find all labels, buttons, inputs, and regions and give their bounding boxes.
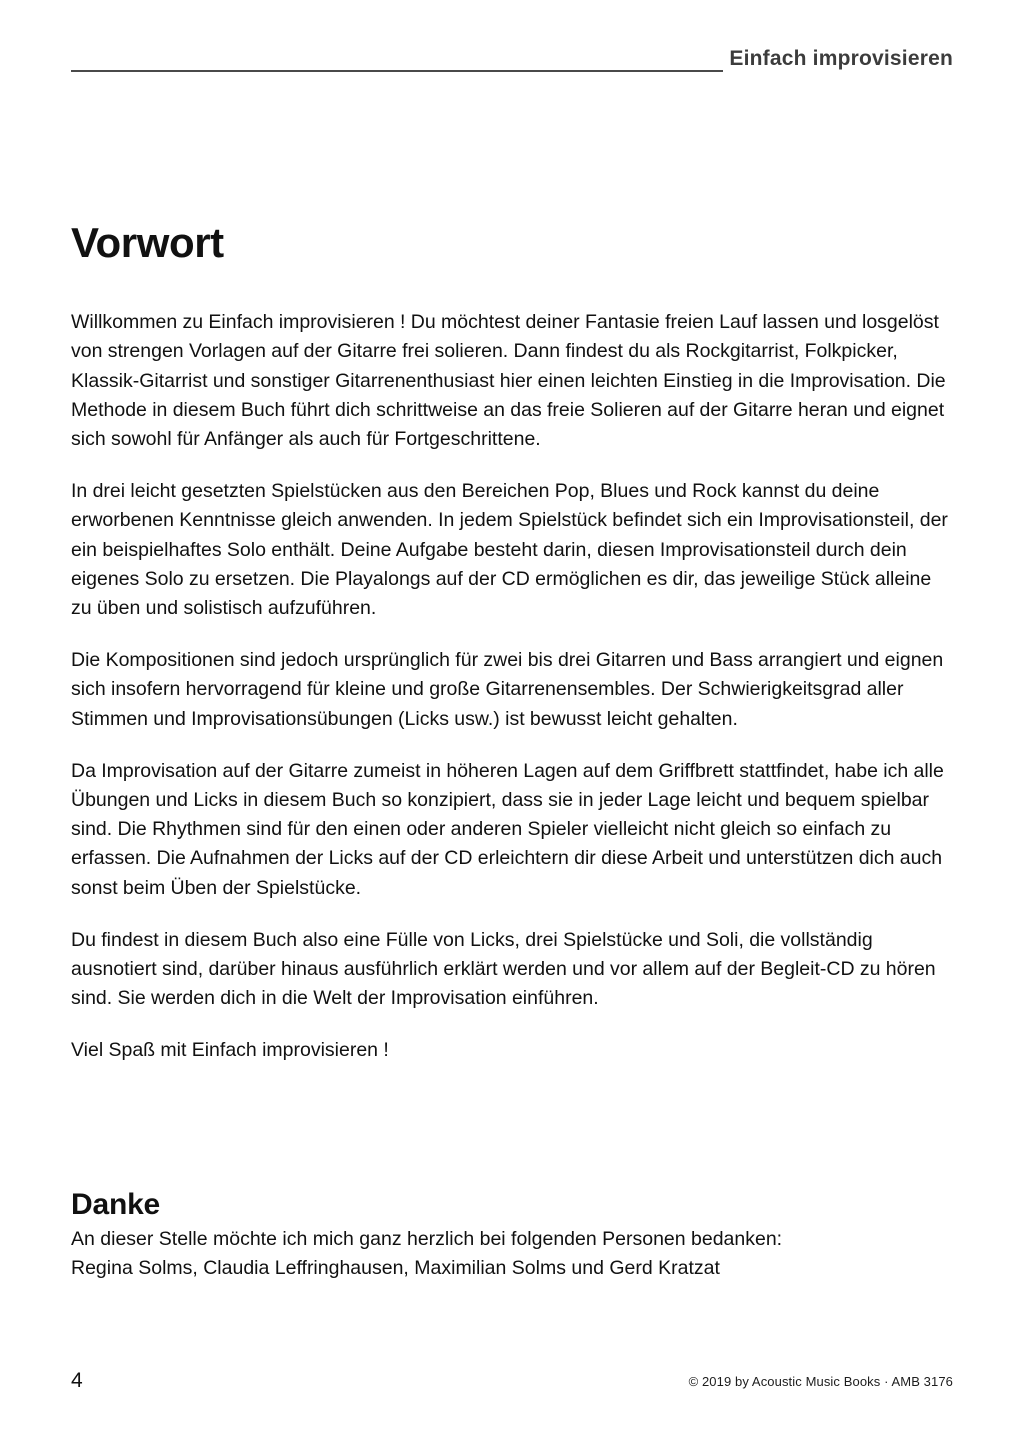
- page-content: [71, 220, 953, 1282]
- paragraph-5: [71, 926, 953, 1014]
- body-run: ! Du möchtest deiner Fantasie freien Lauf lassen und losgelöst von strengen Vorlagen auf der Gitarre frei solieren. Dann findest du als Rockgitarrist, Folkpicker, Klassik-Gitarrist und sonstiger Gitarrenenthusiast hier einen leichten Einstieg in die Improvisation. Die Methode in diesem Buch führt dich schrittweise an das freie Solieren auf der Gitarre heran und eignet sich sowohl für Anfänger als auch für Fortgeschrittene.: [71, 311, 946, 450]
- thanks-section: [71, 1188, 953, 1283]
- body-run: !: [378, 1039, 389, 1062]
- thanks-intro-line: An dieser Stelle möchte ich mich ganz herzlich bei folgenden Personen bedanken:: [71, 1228, 783, 1251]
- section-spacer: [71, 1066, 953, 1188]
- page-header: [71, 38, 953, 72]
- body-run: Du findest in diesem Buch also eine Fülle von Licks, drei Spielstücke und Soli, die vollständig ausnotiert sind, darüber hinaus ausführlich erklärt werden und vor allem auf der Begleit-CD zu hören sind. Sie werden dich in die Welt der Improvisation einführen.: [71, 928, 936, 1010]
- body-run: Viel Spaß mit: [71, 1039, 192, 1062]
- page-title: Vorwort: [71, 219, 224, 266]
- thanks-title: Danke: [71, 1187, 161, 1221]
- body-run: Da Improvisation auf der Gitarre zumeist in höheren Lagen auf dem Griffbrett stattfindet, habe ich alle Übungen und Licks in diesem Buch so konzipiert, dass sie in jeder Lage leicht und bequem spielbar sind. Die Rhythmen sind für den einen oder anderen Spieler vielleicht nicht gleich so einfach zu erfassen. Die Aufnahmen der Licks auf der CD erleichtern dir diese Arbeit und unterstützen dich auch sonst beim Üben der Spielstücke.: [71, 759, 944, 899]
- body-run: Willkommen zu: [71, 311, 209, 334]
- page-number: 4: [71, 1369, 83, 1392]
- emphasis-text: Einfach improvisieren: [191, 1039, 379, 1062]
- body-run: Die Kompositionen sind jedoch ursprünglich für zwei bis drei Gitarren und Bass arrangiert und eignen sich insofern hervorragend für kleine und große Gitarrenensembles. Der Schwierigkeitsgrad aller Stimmen und Improvisationsübungen (Licks usw.) ist bewusst leicht gehalten.: [71, 649, 944, 730]
- preface-body: [71, 308, 953, 1065]
- paragraph-2: [71, 477, 953, 623]
- paragraph-4: [71, 757, 953, 903]
- paragraph-1: [71, 308, 953, 454]
- body-run: In drei leicht gesetzten Spielstücken aus den Bereichen Pop, Blues und Rock kannst du deine erworbenen Kenntnisse gleich anwenden. In jedem Spielstück befindet sich ein Improvisationsteil, der ein beispielhaftes Solo enthält. Deine Aufgabe besteht darin, diesen Improvisationsteil durch dein eigenes Solo zu ersetzen. Die Playalongs auf der CD ermöglichen es dir, das jeweilige Stück alleine zu üben und solistisch aufzuführen.: [71, 480, 948, 620]
- paragraph-3: [71, 646, 953, 734]
- thanks-names-line: Regina Solms, Claudia Leffringhausen, Maximilian Solms und Gerd Kratzat: [71, 1256, 720, 1279]
- thanks-body: [71, 1225, 953, 1282]
- page-footer: [71, 1368, 953, 1394]
- paragraph-6-closing: [71, 1036, 953, 1065]
- emphasis-text: Einfach improvisieren: [208, 311, 395, 334]
- running-title: Einfach improvisieren: [723, 48, 953, 72]
- copyright-notice: © 2019 by Acoustic Music Books · AMB 3176: [688, 1374, 953, 1389]
